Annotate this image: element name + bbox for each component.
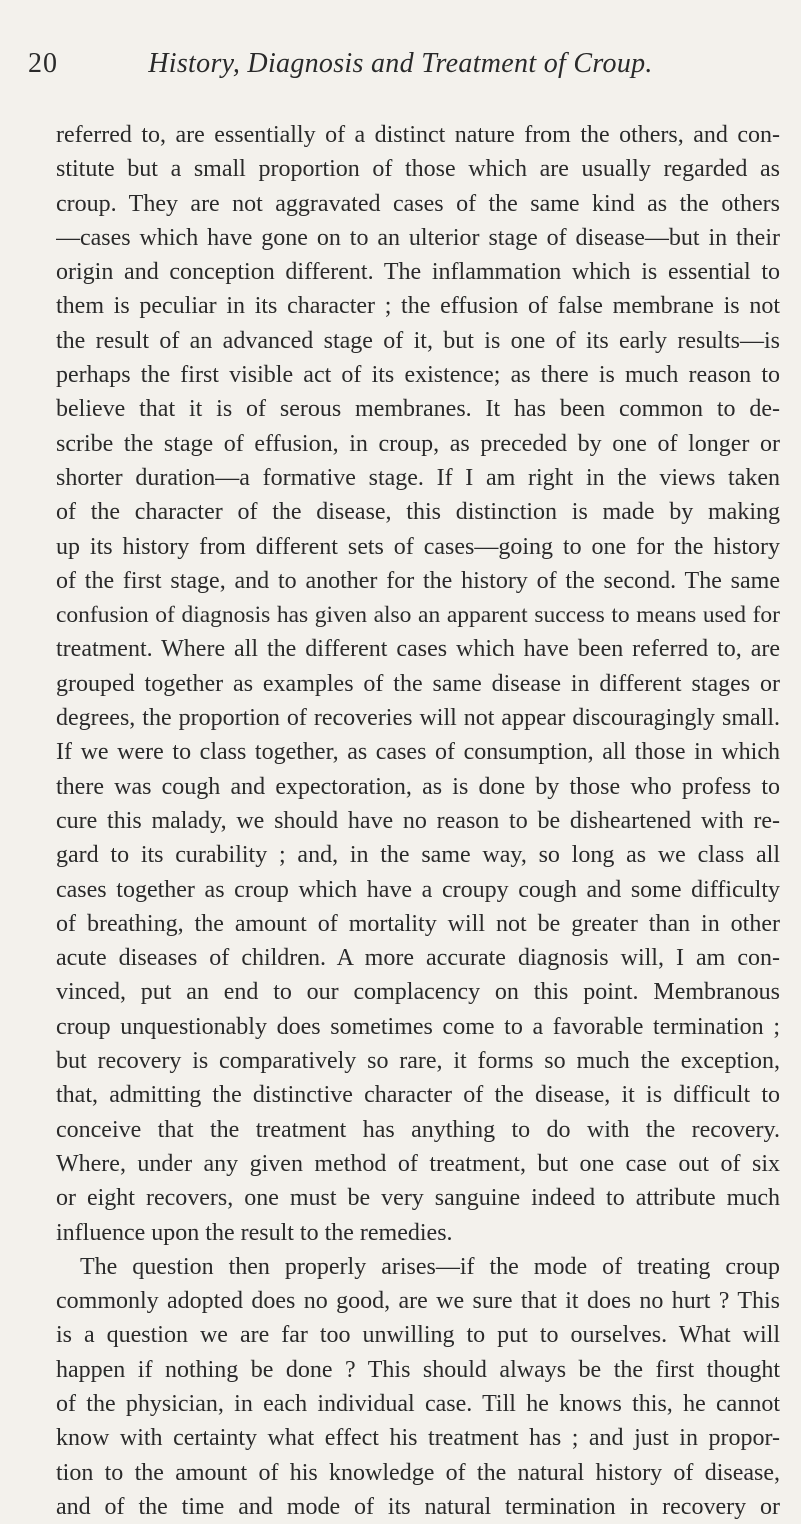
text-line: cases together as croup which have a croupy cough and some difficulty: [56, 876, 780, 903]
text-line: treatment. Where all the different cases which have been referred to, are: [56, 636, 780, 663]
text-line: croup. They are not aggravated cases of the same kind as the others: [56, 190, 780, 217]
text-line: there was cough and expectoration, as is done by those who profess to: [56, 773, 780, 800]
text-line: acute diseases of children. A more accurate diagnosis will, I am con-: [56, 945, 780, 972]
text-line: up its history from different sets of cases—going to one for the history: [56, 533, 780, 560]
text-line: of the character of the disease, this distinction is made by making: [56, 499, 780, 526]
text-line: croup unquestionably does sometimes come to a favorable termination ;: [56, 1013, 780, 1040]
running-title: History, Diagnosis and Treatment of Croup.: [148, 48, 653, 79]
text-line: —cases which have gone on to an ulterior stage of disease—but in their: [56, 224, 780, 251]
text-line: commonly adopted does no good, are we sure that it does no hurt ? This: [56, 1288, 780, 1315]
text-line: gard to its curability ; and, in the same way, so long as we class all: [56, 842, 780, 869]
text-line: happen if nothing be done ? This should always be the first thought: [56, 1356, 780, 1383]
text-line: tion to the amount of his knowledge of the natural history of disease,: [56, 1459, 780, 1486]
text-line: Where, under any given method of treatment, but one case out of six: [56, 1150, 780, 1177]
page-number: 20: [28, 48, 58, 79]
text-line: origin and conception different. The inflammation which is essential to: [56, 259, 780, 286]
text-line: and of the time and mode of its natural termination in recovery or: [56, 1493, 780, 1520]
text-line: but recovery is comparatively so rare, it forms so much the exception,: [56, 1048, 780, 1075]
text-line: is a question we are far too unwilling to put to ourselves. What will: [56, 1322, 780, 1349]
text-line: cure this malady, we should have no reason to be disheartened with re-: [56, 807, 780, 834]
text-line: degrees, the proportion of recoveries will not appear discouragingly small.: [56, 705, 780, 732]
text-line: vinced, put an end to our complacency on this point. Membranous: [56, 979, 780, 1006]
running-head: [0, 48, 801, 88]
text-line: grouped together as examples of the same disease in different stages or: [56, 670, 780, 697]
text-line: of the first stage, and to another for the history of the second. The same: [56, 567, 780, 594]
text-line: The question then properly arises—if the mode of treating croup: [80, 1253, 780, 1280]
text-line: referred to, are essentially of a distinct nature from the others, and con-: [56, 122, 780, 148]
text-line: of the physician, in each individual case. Till he knows this, he cannot: [56, 1390, 780, 1417]
text-line: perhaps the first visible act of its existence; as there is much reason to: [56, 362, 780, 389]
text-line: confusion of diagnosis has given also an apparent success to means used for: [56, 602, 780, 629]
text-line: know with certainty what effect his treatment has ; and just in propor-: [56, 1425, 780, 1452]
text-line: that, admitting the distinctive character of the disease, it is difficult to: [56, 1082, 780, 1109]
text-line: believe that it is of serous membranes. It has been common to de-: [56, 396, 780, 423]
text-line: influence upon the result to the remedies.: [56, 1219, 453, 1246]
text-line: the result of an advanced stage of it, but is one of its early results—is: [56, 327, 780, 354]
text-line: or eight recovers, one must be very sanguine indeed to attribute much: [56, 1185, 780, 1212]
text-line: stitute but a small proportion of those which are usually regarded as: [56, 156, 780, 183]
text-line: scribe the stage of effusion, in croup, as preceded by one of longer or: [56, 430, 780, 457]
body-text: [56, 118, 780, 1524]
text-line: conceive that the treatment has anything to do with the recovery.: [56, 1116, 780, 1143]
text-line: If we were to class together, as cases of consumption, all those in which: [56, 739, 780, 766]
text-line: of breathing, the amount of mortality will not be greater than in other: [56, 910, 780, 937]
text-line: shorter duration—a formative stage. If I am right in the views taken: [56, 464, 780, 491]
text-line: them is peculiar in its character ; the effusion of false membrane is not: [56, 293, 780, 320]
